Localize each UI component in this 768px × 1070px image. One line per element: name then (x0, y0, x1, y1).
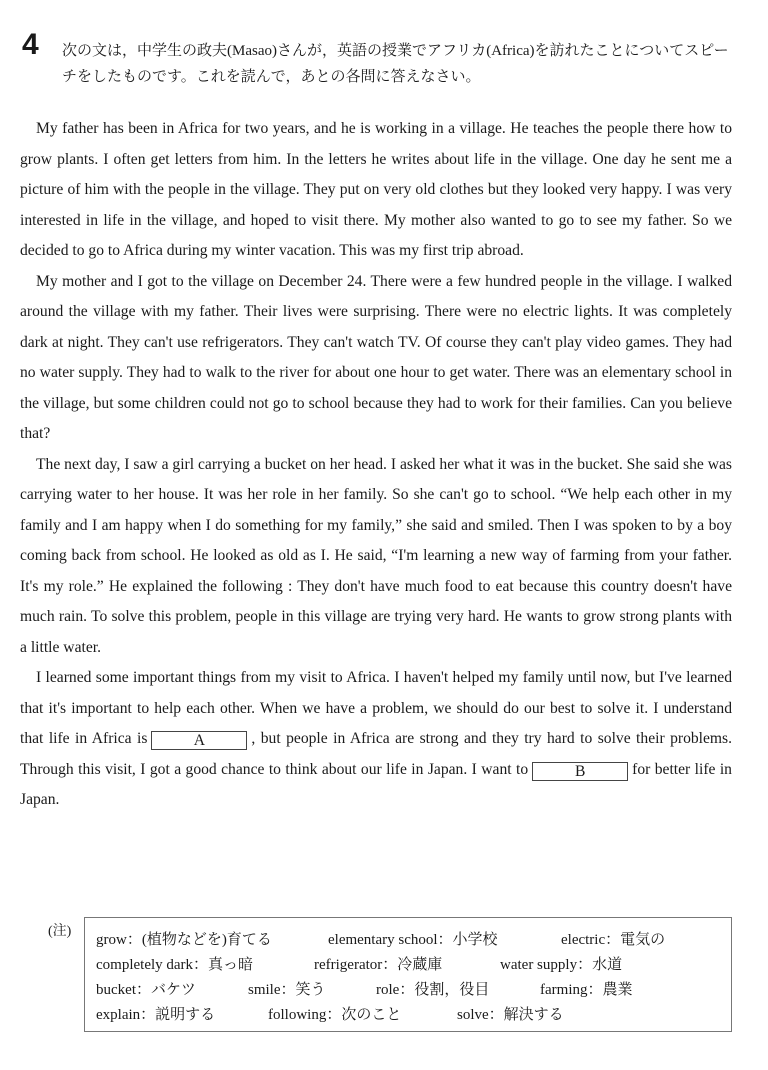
passage (20, 114, 732, 816)
paragraph-4 (20, 663, 732, 816)
notes-label: (注) (48, 924, 72, 939)
gloss-bucket: bucket：バケツ (96, 982, 196, 998)
blank-a: A (151, 731, 247, 750)
gloss-electric: electric：電気の (561, 932, 666, 948)
notes-box (84, 917, 732, 1032)
gloss-role: role：役割，役目 (376, 982, 490, 998)
gloss-water-supply: water supply：水道 (500, 957, 623, 973)
paragraph-2: My mother and I got to the village on December 24. There were a few hundred people in the village. I walked around the village with my father. Their lives were surprising. There were no electric lights. It was completely dark at night. They can't use refrigerators. They can't watch TV. Of course they can't play video games. They had no water supply. They had to walk to the river for about one hour to get water. There was an elementary school in the village, but some children could not go to school because they had to work for their families. Can you believe that? (20, 272, 732, 442)
gloss-grow: grow：(植物などを)育てる (96, 932, 272, 948)
gloss-farming: farming：農業 (540, 982, 633, 998)
question-instruction: 次の文は，中学生の政夫(Masao)さんが，英語の授業でアフリカ(Africa)を訪れたことについてスピーチをしたものです。これを読んで，あとの各問に答えなさい。 (62, 43, 729, 85)
gloss-refrigerator: refrigerator：冷蔵庫 (314, 957, 443, 973)
gloss-elementary-school: elementary school：小学校 (328, 932, 498, 948)
gloss-following: following：次のこと (268, 1007, 402, 1023)
paragraph-4-text-b: , but people in Africa are strong and they try hard to solve their problems. Through this visit, I got a good chance to think about our life in Japan. I want to (20, 730, 733, 778)
gloss-smile: smile：笑う (248, 982, 326, 998)
question-number: 4 (22, 28, 39, 61)
blank-b: B (532, 762, 628, 781)
paragraph-3: The next day, I saw a girl carrying a bucket on her head. I asked her what it was in the bucket. She said she was carrying water to her house. It was her role in her family. So she can't go to school. “We help each other in my family and I am happy when I do something for my family,” she said and smiled. Then I was spoken to by a boy coming back from school. He looked as old as I. He said, “I'm learning a new way of farming from your father. It's my role.” He explained the following : They don't have much food to eat because this country doesn't have much rain. To solve this problem, people in this village are trying very hard. He wants to grow strong plants with a little water. (20, 455, 732, 656)
paragraph-1: My father has been in Africa for two years, and he is working in a village. He teaches the people there how to grow plants. I often get letters from him. In the letters he writes about life in the village. One day he sent me a picture of him with the people in the village. They put on very old clothes but they looked very happy. I was very interested in life in the village, and hoped to visit there. My mother also wanted to go to see my father. So we decided to go to Africa during my winter vacation. This was my first trip abroad. (20, 120, 732, 259)
paragraph-4-text-c: for better life in Japan. (20, 760, 732, 808)
gloss-solve: solve：解決する (457, 1007, 564, 1023)
gloss-explain: explain：説明する (96, 1007, 216, 1023)
gloss-completely-dark: completely dark：真っ暗 (96, 957, 254, 973)
paragraph-4-text-a: I learned some important things from my visit to Africa. I haven't helped my family until now, but I've learned that it's important to help each other. When we have a problem, we should do our best to solve it. I understand that life in Africa is (20, 669, 732, 747)
